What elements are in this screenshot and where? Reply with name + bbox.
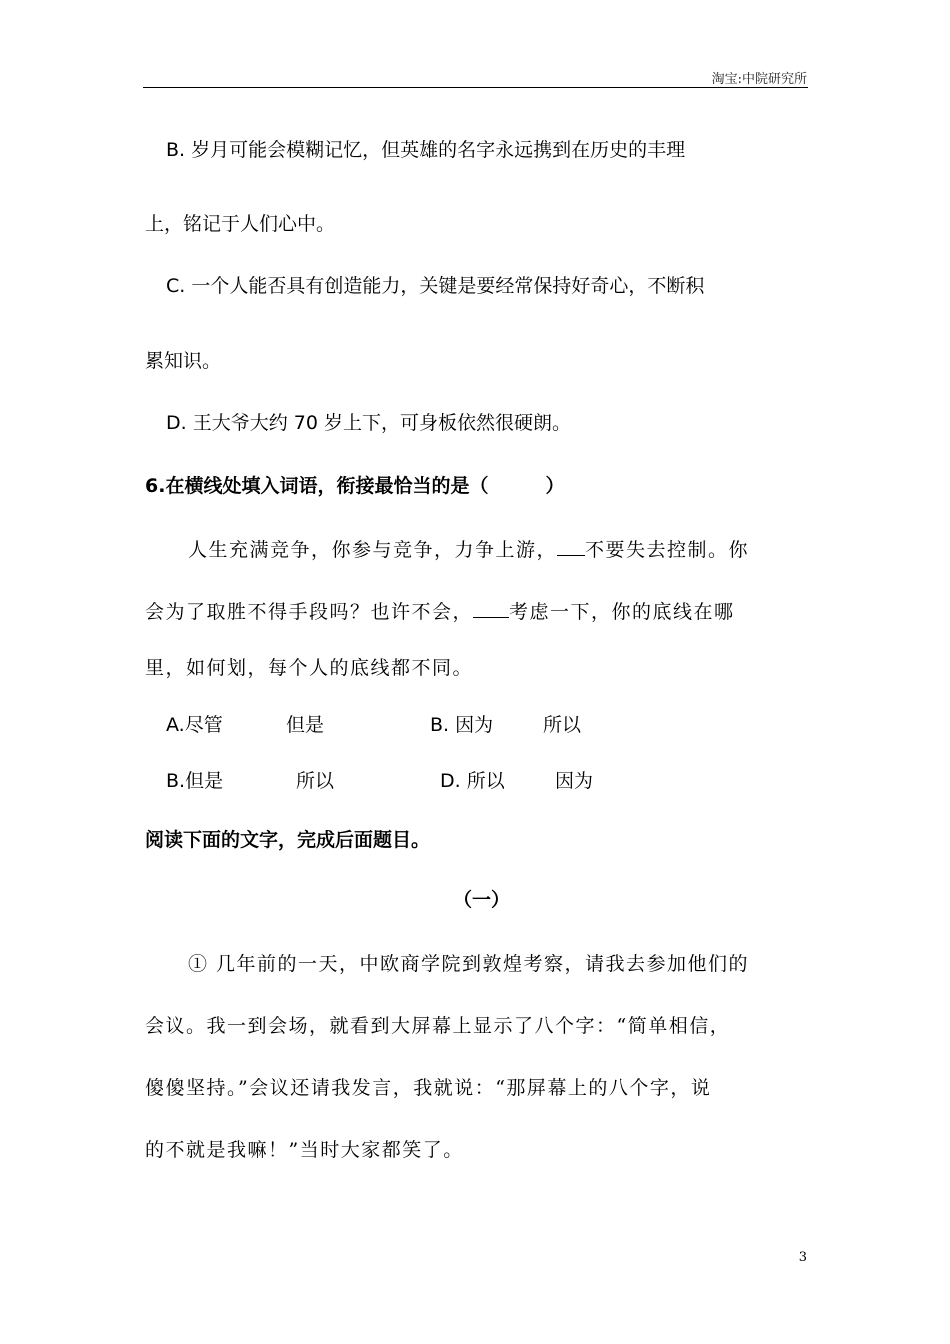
q6-option-d-label: D. 所以 xyxy=(440,770,505,792)
option-c-line2: 累知识。 xyxy=(145,350,222,372)
option-b-line1: B. 岁月可能会模糊记忆，但英雄的名字永远携到在历史的丰理 xyxy=(166,139,686,161)
option-d-line1: D. 王大爷大约 70 岁上下，可身板依然很硬朗。 xyxy=(166,412,571,434)
q6-option-b-label: B. 因为 xyxy=(430,714,494,736)
q6-passage-line3: 里，如何划，每个人的底线都不同。 xyxy=(145,657,474,679)
section-title: （一） xyxy=(453,889,511,911)
q6-option-c-word2: 所以 xyxy=(296,770,335,792)
q6-option-a-word2: 但是 xyxy=(286,714,325,736)
q6-option-c-label: B.但是 xyxy=(166,770,224,792)
q6-passage-line1 xyxy=(188,536,749,560)
q6-passage-line2-b: 考虑一下，你的底线在哪 xyxy=(509,601,735,623)
option-b-line2: 上，铭记于人们心中。 xyxy=(145,213,336,235)
reading-instruction: 阅读下面的文字，完成后面题目。 xyxy=(145,829,431,851)
header-source: 淘宝:中院研究所 xyxy=(711,72,807,87)
option-c-line1: C. 一个人能否具有创造能力，关键是要经常保持好奇心，不断积 xyxy=(166,275,705,297)
paragraph-1-line4: 的不就是我嘛！”当时大家都笑了。 xyxy=(145,1139,464,1161)
paragraph-1-line1: ① 几年前的一天，中欧商学院到敦煌考察，请我去参加他们的 xyxy=(188,953,750,975)
q6-passage-line2 xyxy=(145,598,735,622)
q6-option-d-word2: 因为 xyxy=(555,770,594,792)
q6-blank-1 xyxy=(557,536,585,556)
header-rule xyxy=(143,87,808,88)
q6-passage-line1-a: 人生充满竞争，你参与竞争，力争上游， xyxy=(188,539,558,561)
paragraph-1-line2: 会议。我一到会场，就看到大屏幕上显示了八个字：“简单相信， xyxy=(145,1015,731,1037)
question-6-title: 6.在横线处填入词语，衔接最恰当的是（ ） xyxy=(145,475,565,497)
q6-passage-line2-a: 会为了取胜不得手段吗？也许不会， xyxy=(145,601,474,623)
q6-option-a-label: A.尽管 xyxy=(166,714,223,736)
paragraph-1-line3: 傻傻坚持。”会议还请我发言，我就说：“那屏幕上的八个字，说 xyxy=(145,1077,712,1099)
q6-passage-line1-b: 不要失去控制。你 xyxy=(585,539,750,561)
q6-blank-2 xyxy=(473,598,509,618)
page-number: 3 xyxy=(798,1250,807,1265)
q6-option-b-word2: 所以 xyxy=(543,714,582,736)
